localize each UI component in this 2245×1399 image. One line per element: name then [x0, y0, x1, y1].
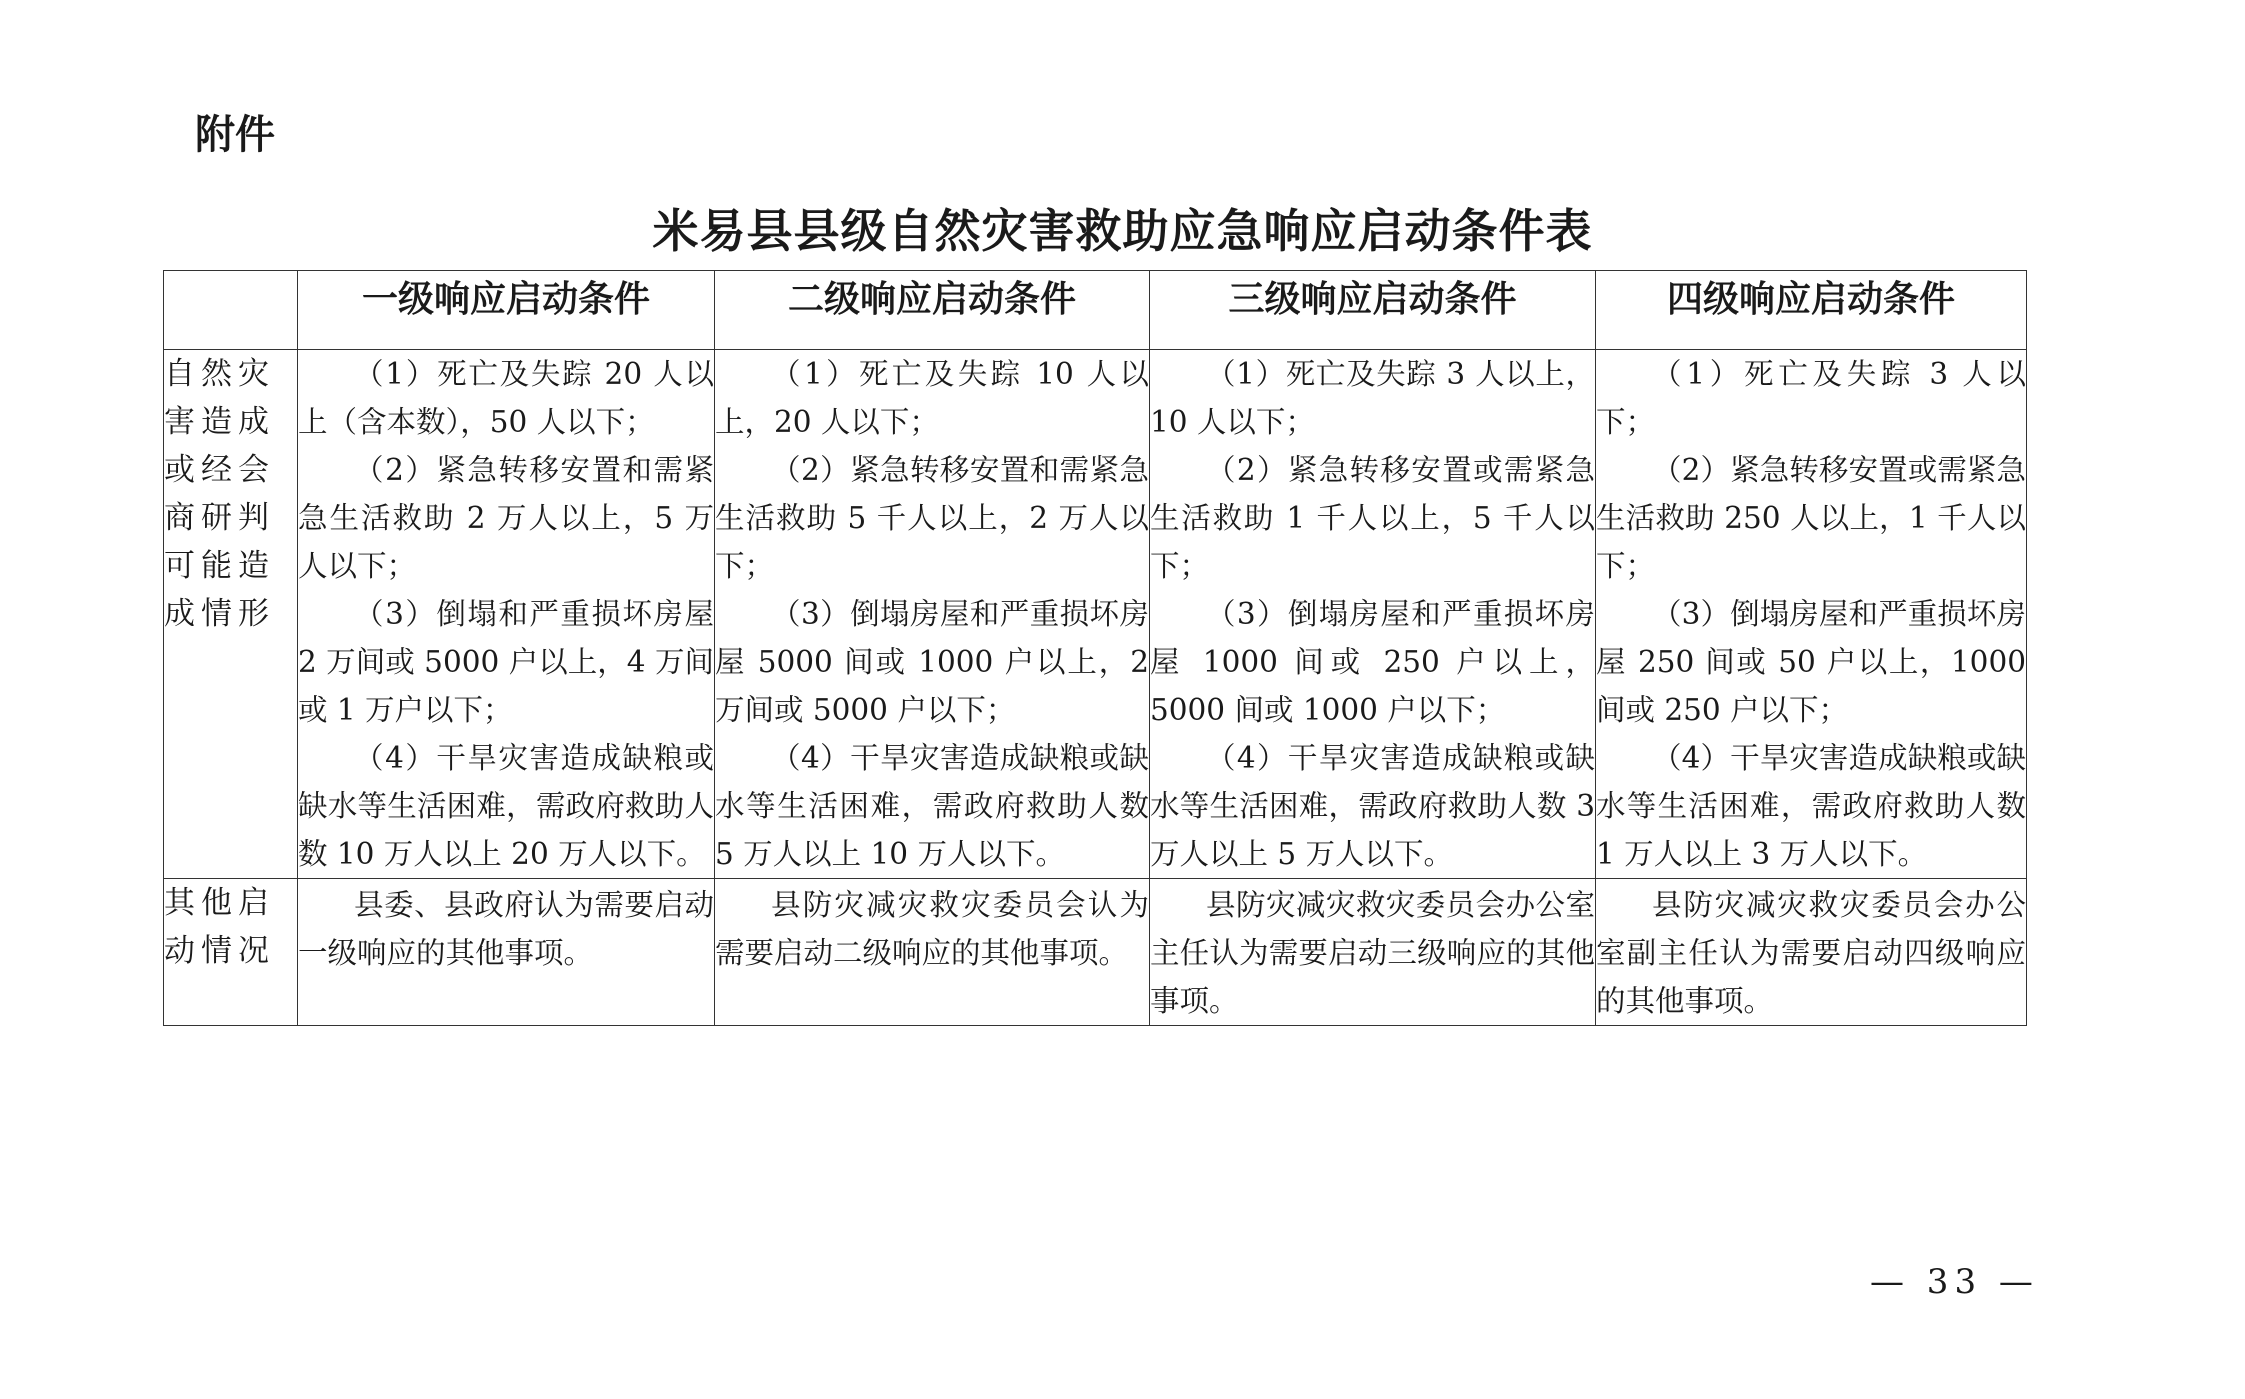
cell-level-4-disaster: [1596, 350, 2027, 879]
condition-item: （3）倒塌和严重损坏房屋 2 万间或 5000 户以上，4 万间或 1 万户以下；: [298, 597, 714, 727]
condition-item: 县防灾减灾救灾委员会认为需要启动二级响应的其他事项。: [715, 888, 1149, 970]
row-label-disaster: 自然灾害造成或经会商研判可能造成情形: [164, 350, 298, 879]
column-header-level-3: 三级响应启动条件: [1150, 271, 1596, 350]
column-header-level-2: 二级响应启动条件: [715, 271, 1150, 350]
condition-item: 县防灾减灾救灾委员会办公室副主任认为需要启动四级响应的其他事项。: [1596, 888, 2026, 1018]
column-header-level-4: 四级响应启动条件: [1596, 271, 2027, 350]
condition-item: （1）死亡及失踪 20 人以上（含本数），50 人以下；: [298, 357, 714, 439]
column-header-blank: [164, 271, 298, 350]
cell-level-3-other: [1150, 879, 1596, 1026]
condition-item: 县防灾减灾救灾委员会办公室主任认为需要启动三级响应的其他事项。: [1150, 888, 1595, 1018]
row-label-other: 其他启动情况: [164, 879, 298, 1026]
table-row: [164, 350, 2027, 879]
condition-item: （4）干旱灾害造成缺粮或缺水等生活困难，需政府救助人数 5 万人以上 10 万人以下。: [715, 741, 1149, 871]
cell-level-2-other: [715, 879, 1150, 1026]
page-number: — 33 —: [1870, 1262, 2039, 1302]
condition-item: 县委、县政府认为需要启动一级响应的其他事项。: [298, 888, 714, 970]
condition-item: （2）紧急转移安置和需紧急生活救助 5 千人以上，2 万人以下；: [715, 453, 1149, 583]
condition-item: （1）死亡及失踪 10 人以上，20 人以下；: [715, 357, 1149, 439]
condition-item: （3）倒塌房屋和严重损坏房屋 250 间或 50 户以上，1000 间或 250 户以下；: [1596, 597, 2026, 727]
document-title: 米易县县级自然灾害救助应急响应启动条件表: [652, 204, 1593, 258]
condition-item: （2）紧急转移安置或需紧急生活救助 250 人以上，1 千人以下；: [1596, 453, 2026, 583]
conditions-table: [163, 270, 2027, 1026]
condition-item: （2）紧急转移安置或需紧急生活救助 1 千人以上，5 千人以下；: [1150, 453, 1595, 583]
cell-level-1-other: [298, 879, 715, 1026]
annex-label: 附件: [195, 112, 275, 158]
cell-level-2-disaster: [715, 350, 1150, 879]
condition-item: （3）倒塌房屋和严重损坏房屋 1000 间或 250 户以上，5000 间或 1000 户以下；: [1150, 597, 1595, 727]
cell-level-3-disaster: [1150, 350, 1596, 879]
condition-item: （4）干旱灾害造成缺粮或缺水等生活困难，需政府救助人数 10 万人以上 20 万人以下。: [298, 741, 714, 871]
condition-item: （3）倒塌房屋和严重损坏房屋 5000 间或 1000 户以上，2 万间或 5000 户以下；: [715, 597, 1149, 727]
table-header-row: [164, 271, 2027, 350]
condition-item: （2）紧急转移安置和需紧急生活救助 2 万人以上，5 万人以下；: [298, 453, 714, 583]
condition-item: （4）干旱灾害造成缺粮或缺水等生活困难，需政府救助人数 1 万人以上 3 万人以下。: [1596, 741, 2026, 871]
condition-item: （1）死亡及失踪 3 人以上，10 人以下；: [1150, 357, 1595, 439]
column-header-level-1: 一级响应启动条件: [298, 271, 715, 350]
cell-level-1-disaster: [298, 350, 715, 879]
cell-level-4-other: [1596, 879, 2027, 1026]
condition-item: （4）干旱灾害造成缺粮或缺水等生活困难，需政府救助人数 3 万人以上 5 万人以下。: [1150, 741, 1595, 871]
condition-item: （1）死亡及失踪 3 人以下；: [1596, 357, 2026, 439]
table-row: [164, 879, 2027, 1026]
